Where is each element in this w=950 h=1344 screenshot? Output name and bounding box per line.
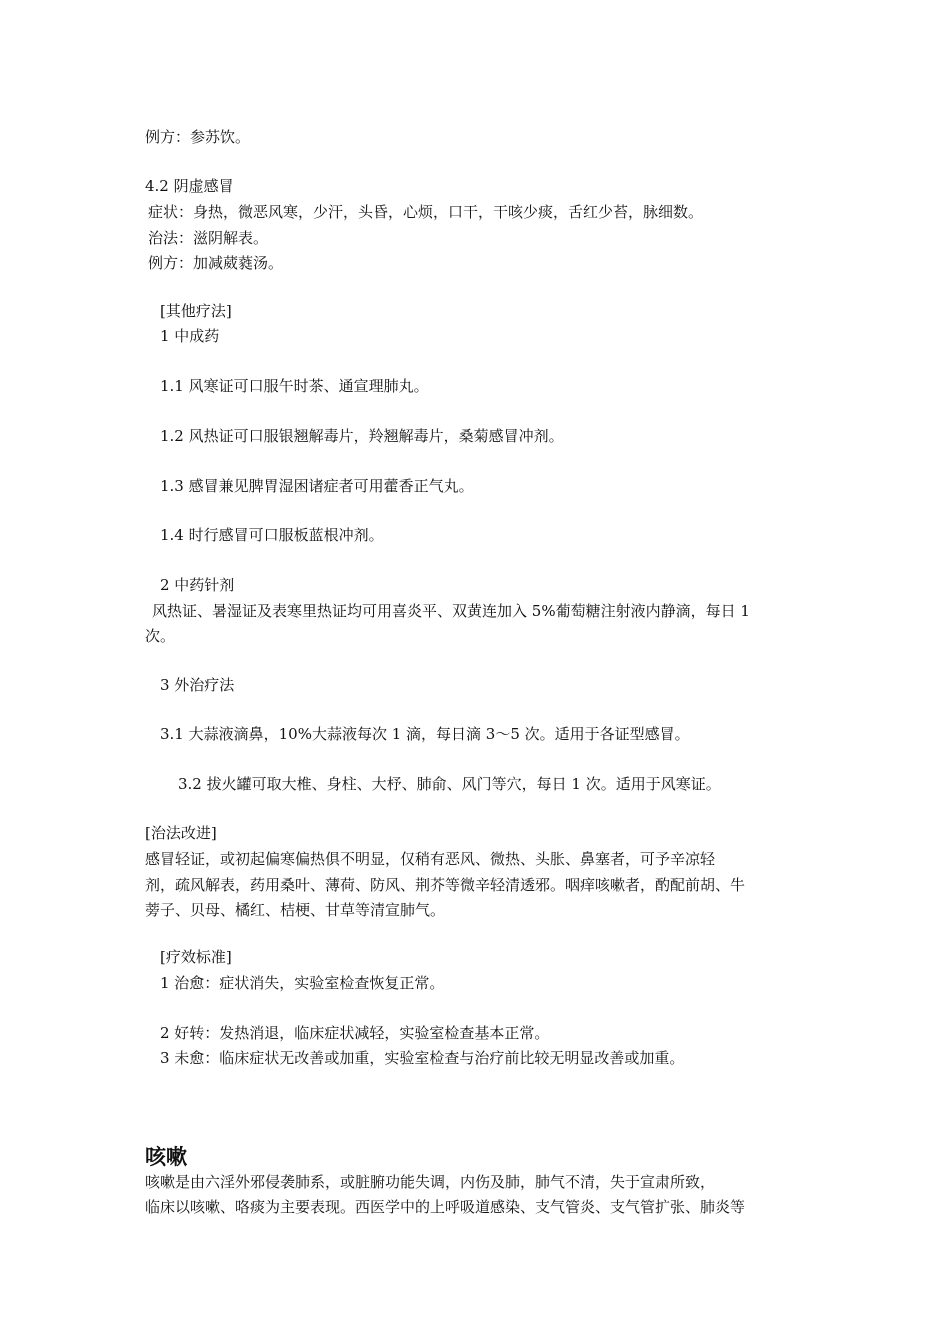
example-formula-line-2: 例方：加减葳蕤汤。: [148, 254, 284, 272]
item-3-2: 3.2 拔火罐可取大椎、身柱、大杼、肺俞、风门等穴，每日 1 次。适用于风寒证。: [178, 775, 721, 793]
efficacy-criteria-heading: [疗效标准]: [160, 948, 232, 966]
symptoms-line: 症状：身热，微恶风寒，少汗，头昏，心烦，口干，干咳少痰，舌红少苔，脉细数。: [148, 203, 704, 221]
item-1-1: 1.1 风寒证可口服午时茶、通宣理肺丸。: [160, 377, 429, 395]
treatment-line: 治法：滋阴解表。: [148, 229, 269, 247]
item-1-2: 1.2 风热证可口服银翘解毒片，羚翘解毒片，桑菊感冒冲剂。: [160, 427, 564, 445]
cough-intro-line-2: 临床以咳嗽、咯痰为主要表现。西医学中的上呼吸道感染、支气管炎、支气管扩张、肺炎等: [145, 1198, 746, 1216]
injection-heading: 2 中药针剂: [160, 576, 235, 594]
item-1-3: 1.3 感冒兼见脾胃湿困诸症者可用藿香正气丸。: [160, 477, 474, 495]
item-3-1: 3.1 大蒜液滴鼻，10%大蒜液每次 1 滴，每日滴 3～5 次。适用于各证型感冒。: [160, 725, 690, 743]
criteria-improved: 2 好转：发热消退，临床症状减轻，实验室检查基本正常。: [160, 1024, 550, 1042]
other-therapies-heading: [其他疗法]: [160, 302, 232, 320]
example-formula-line: 例方：参苏饮。: [145, 128, 251, 146]
criteria-cured: 1 治愈：症状消失，实验室检查恢复正常。: [160, 974, 445, 992]
cough-intro-line-1: 咳嗽是由六淫外邪侵袭肺系，或脏腑功能失调，内伤及肺，肺气不清，失于宣肃所致，: [145, 1173, 716, 1191]
improvement-text-line-2: 剂，疏风解表，药用桑叶、薄荷、防风、荆芥等微辛轻清透邪。咽痒咳嗽者，酌配前胡、牛: [145, 876, 746, 894]
improvement-text-line-3: 蒡子、贝母、橘红、桔梗、甘草等清宣肺气。: [145, 901, 446, 919]
injection-text-line-2: 次。: [145, 627, 176, 645]
improvement-text-line-1: 感冒轻证，或初起偏寒偏热俱不明显，仅稍有恶风、微热、头胀、鼻塞者，可予辛凉轻: [145, 850, 716, 868]
injection-text-line-1: 风热证、暑湿证及表寒里热证均可用喜炎平、双黄连加入 5%葡萄糖注射液内静滴，每日 1: [152, 602, 750, 620]
cough-heading: 咳嗽: [145, 1145, 187, 1169]
criteria-not-cured: 3 未愈：临床症状无改善或加重，实验室检查与治疗前比较无明显改善或加重。: [160, 1049, 685, 1067]
external-therapy-heading: 3 外治疗法: [160, 676, 235, 694]
item-1-4: 1.4 时行感冒可口服板蓝根冲剂。: [160, 526, 384, 544]
section-title-yin-deficiency: 4.2 阴虚感冒: [145, 177, 234, 195]
patent-medicine-heading: 1 中成药: [160, 327, 220, 345]
treatment-improvement-heading: [治法改进]: [145, 824, 217, 842]
